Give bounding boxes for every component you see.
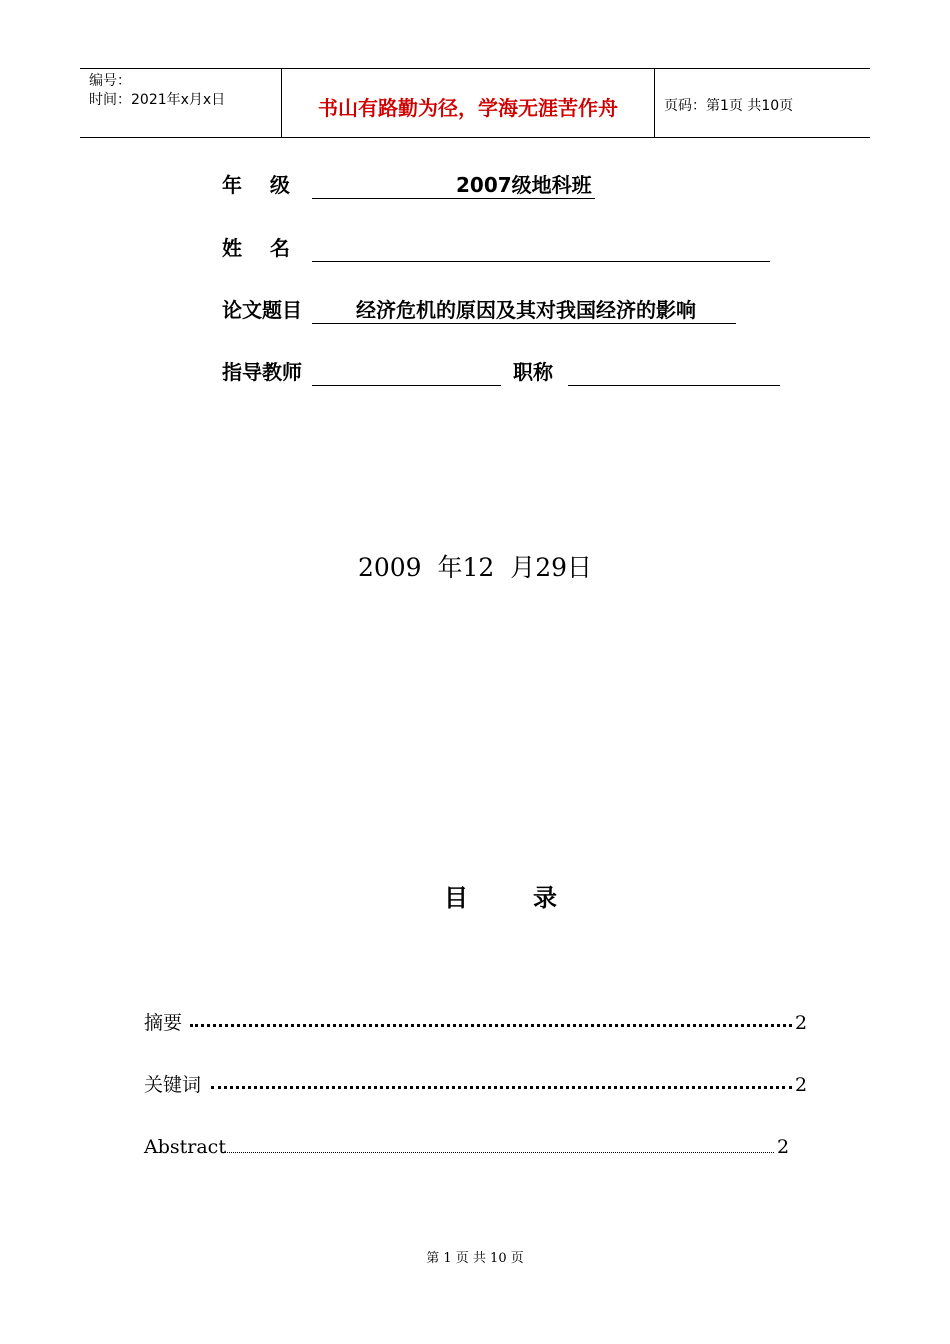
rank-row [513,359,553,385]
grade-label: 年 级 [222,173,290,197]
rank-field[interactable] [568,359,780,386]
toc-title-first: 目 [444,884,468,912]
rank-label: 职称 [513,360,553,384]
name-row [222,235,290,261]
advisor-field[interactable] [312,359,501,386]
header-motto: 书山有路勤为径，学海无涯苦作舟 [318,96,618,120]
advisor-row [222,359,302,385]
toc-entry-label: 摘要 [144,1012,183,1034]
name-field[interactable] [312,235,770,262]
thesis-title-value: 经济危机的原因及其对我国经济的影响 [356,298,696,322]
toc-entry-abstract-cn[interactable] [144,1010,182,1036]
document-header [80,68,870,138]
header-motto-cell [281,69,655,137]
thesis-title-field[interactable] [312,297,736,324]
advisor-label: 指导教师 [222,360,302,384]
thesis-title-row [222,297,302,323]
toc-entry-label: 关键词 [144,1074,202,1096]
toc-title-second: 录 [533,884,557,912]
header-page-info: 页码：第1页 共10页 [664,98,794,114]
toc-entry-label: Abstract [144,1136,226,1158]
toc-entry-keywords[interactable] [144,1072,201,1098]
document-number-label: 编号： [89,73,131,89]
toc-entry-page: 2 [795,1012,808,1034]
toc-leader-dots [222,1152,774,1153]
document-time-label: 时间：2021年x月x日 [89,92,226,108]
header-meta-cell [80,69,280,137]
toc-entry-page: 2 [795,1074,808,1096]
document-date: 2009 年12 月29日 [357,553,593,582]
grade-field[interactable] [312,172,595,199]
toc-leader-dots [190,1024,792,1027]
page-footer: 第 1 页 共 10 页 [426,1251,524,1266]
thesis-title-label: 论文题目 [222,298,302,322]
name-label: 姓 名 [222,236,290,260]
grade-value: 2007级地科班 [456,173,592,197]
header-page-cell [654,69,870,137]
toc-entry-page: 2 [777,1136,790,1158]
grade-row [222,172,290,198]
toc-entry-abstract-en[interactable] [144,1134,226,1160]
toc-leader-dots [211,1086,792,1089]
